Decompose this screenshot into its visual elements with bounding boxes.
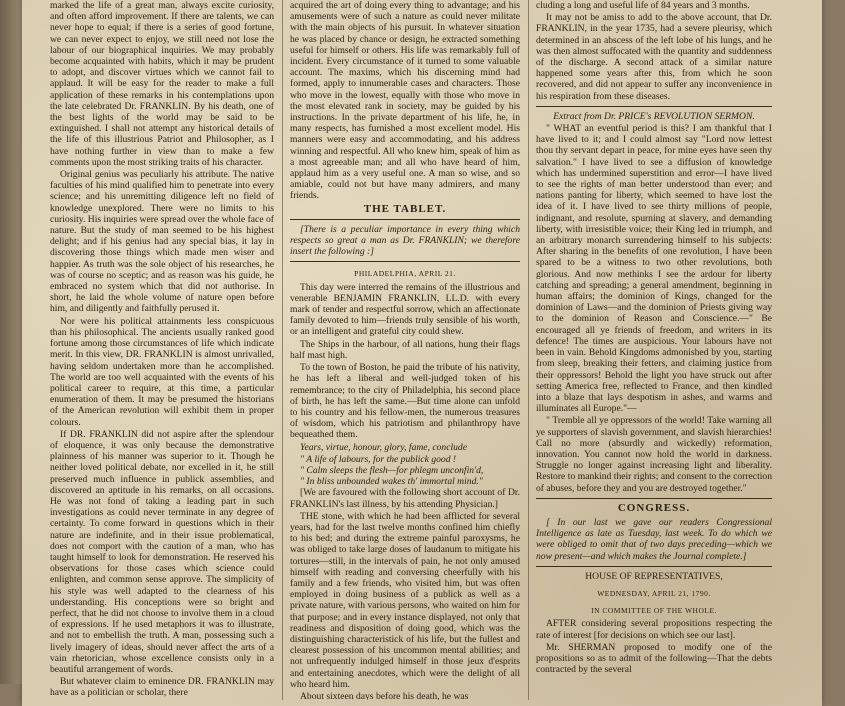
poem-line: " Calm sleeps the flesh—for phlegm unconfin'd, [300, 464, 484, 476]
column-2-paragraph: acquired the art of doing every thing to advantage; and his amusements were of such a nature as could never militate with the main objects of his pursuit. In whatever situation he was placed by chance or design, he extracted something useful for himself or others. His life was remarkably full of incident. Every circumstance of it turned to some valuable account. The maxims, which his discerning mind had formed, apply to innumerable cases and characters. Those who move in the lowest, equally with those who move in the most elevated rank in society, may be guided by his instructions. In the private department of his life, he, in many respects, has furnished a most excellent model. His manners were easy and accommodating, and his address winning and respectful. All who knew him, speak of him as a most agreeable man; and all who have heard of him, applaud him as a very useful one. A man so wise, and so amiable, could not but have many admirers, and many friends. [290, 0, 520, 202]
column-2-paragraph: The Ships in the harbour, of all nations, hung their flags half mast high. [290, 338, 520, 361]
column-1-paragraph: But whatever claim to eminence DR. FRANKLIN may have as a politician or scholar, there [50, 676, 274, 699]
column-rule [528, 0, 529, 700]
sermon-paragraph: " Tremble all ye oppressors of the world! Take warning all ye supporters of slavish government, and slavish hierarchies! Call no more (absurdly and wickedly) reformation, innovation. You cannot now hold the world in darkness. Struggle no longer against increasing light and liberality. Restore to mankind their rights; and consent to the correction of abuses, before they and you are destroyed together." [536, 415, 772, 494]
column-2-paragraph: [We are favoured with the following short account of Dr. FRANKLIN's last illness, by his attending Physician.] [290, 487, 520, 510]
house-title: HOUSE OF REPRESENTATIVES, [585, 570, 723, 582]
column-1-paragraph: Original genius was peculiarly his attribute. The native faculties of his mind qualified him to penetrate into every science; and his unremitting diligence left no field of knowledge unexplored. There were no limits to his curiosity. His inquiries were spread over the whole face of nature. But the study of man seemed to be his highest delight; and if his genius had any special bias, it lay in discovering those things which made men wiser and happier. As truth was the sole object of his researches, he was of course no sceptic; and as reason was his guide, he embraced no system which that did not authorise. In short, he laid the whole volume of nature open before him, and diligently and faithfully perused it. [50, 169, 274, 315]
poem-intro: Years, virtue, honour, glory, fame, conclude [300, 441, 467, 453]
column-3-paragraph: Mr. SHERMAN proposed to modify one of the propositions so as to admit of the following—That the debts contracted by the several [536, 641, 772, 676]
divider [290, 261, 520, 262]
heading-congress: CONGRESS. [617, 501, 691, 514]
dateline: PHILADELPHIA, APRIL 21. [354, 269, 456, 279]
poem-line: " A life of labours, for the publick good ! [300, 453, 457, 465]
divider [290, 219, 520, 220]
column-3-paragraph: It may not be amiss to add to the above account, that Dr. FRANKLIN, in the year 1735, had a severe pleurisy, which determined in an abscess of the left lobe of his lungs, and he was then almost suffocated with the quantity and suddenness of the discharge. A second attack of a similar nature happened some years after this, from which he soon recovered, and did not appear to suffer any inconvenience in his respiration from these diseases. [536, 12, 772, 102]
column-2 [290, 0, 520, 700]
committee-line: IN COMMITTEE OF THE WHOLE. [591, 606, 717, 616]
extract-title: Extract from Dr. PRICE's REVOLUTION SERMON. [553, 110, 755, 122]
column-1-paragraph: Nor were his political attainments less conspicuous than his philosophical. The ancients usually ranked good fortune among those circumstances of life which indicate merit. In this view, DR. FRANKLIN is almost unrivalled, having seldom undertaken more than he accomplished. The world are too well acquainted with the events of his political career to require, at this time, a particular enumeration of them. It may be presumed the historians of the American revolution will exhibit them in proper colours. [50, 315, 274, 428]
editor-note: [There is a peculiar importance in every thing which respects so great a man as Dr. FRANKLIN; we therefore insert the following :] [290, 223, 520, 258]
column-3-paragraph: AFTER considering several propositions respecting the rate of interest [for decisions on which see our last]. [536, 618, 772, 641]
poem-line: " In bliss unbounded wakes th' immortal mind." [300, 476, 483, 488]
column-2-paragraph: THE stone, with which he had been afflicted for several years, had for the last twelve months confined him chiefly to his bed; and during the extreme painful paroxysms, he was obliged to take large doses of laudanum to mitigate his tortures—still, in the intervals of pain, he not only amused himself with reading and conversing cheerfully with his family and a few friends, who visited him, but was often employed in doing business of a publick as well as a private nature, with various persons, who waited on him for that purpose; and in every instance displayed, not only that readiness and disposition of doing good, which was the distinguishing characteristick of his life, but the fullest and clearest possession of his uncommon mental abilities; and not unfrequently indulged himself in those jeux d'esprits and entertaining anecdotes, which were the delight of all who heard him. [290, 510, 520, 690]
column-rule [282, 0, 283, 700]
column-3 [536, 0, 772, 700]
house-date: WEDNESDAY, APRIL 21, 1790. [597, 588, 711, 598]
divider [536, 566, 772, 567]
congress-note: [ In our last we gave our readers Congressional Intelligence as late as Tuesday, last week. To do which we were obliged to omit that of two days preceding—which we now present—and which makes the Journal complete.] [536, 516, 772, 562]
newspaper-page [22, 0, 822, 706]
column-1-paragraph: If DR. FRANKLIN did not aspire after the splendour of eloquence, it was only because the demonstrative plainness of his manner was superior to it. Though he neither loved political debate, nor excelled in it, he still preserved much influence in publick assemblies, and discovered an aptitude in his remarks, on all occasions. He was not fond of taking a leading part in such investigations as could never terminate in any degree of certainty. To come forward in questions which in their nature are indefinite, and in their issue problematical, does not comport with the caution of a man, who has taught himself to look for demonstration. He reserved his observations for those cases which science could enlighten, and common sense approve. The simplicity of his style was well adapted to the clearness of his understanding. His conceptions were so bright and perfect, that he did not choose to involve them in a cloud of expressions. If he used metaphors it was to illustrate, and not to embellish the truth. A man, possessing such a lively imagery of ideas, should never affect the arts of a vain rhetorician, whose excellence consists only in a beautiful arrangement of words. [50, 428, 274, 675]
column-1-paragraph: marked the life of a great man, always excite curiosity, and often afford improvement. If there are talents, we can never hope to equal; if there is a series of good fortune, we can never expect to enjoy, we still need not lose the labour of our biographical inquiries. We may probably become acquainted with habits, which it may be prudent to adopt, and discover virtues which we cannot fail to applaud. It will be easy for the reader to make a full application of these remarks in his contemplations upon the late celebrated Dr. FRANKLIN. By his death, one of the best lights of the world may be said to be extinguished. I shall not attempt any historical details of the life of this illustrious Patriot and Philosopher, as I have nothing further in view than to make a few comments upon the most striking traits of his character. [50, 0, 274, 168]
column-3-paragraph: cluding a long and useful life of 84 years and 3 months. [536, 0, 750, 11]
column-2-paragraph: To the town of Boston, he paid the tribute of his nativity, he has left a liberal and well-judged token of his remembrance; to the city of Philadelphia, his second place of birth, he has left the same.—But time alone can unfold to his country and his fellow-men, the numerous treasures of wisdom, which his patriotism and philanthropy have bequeathed them. [290, 362, 520, 441]
divider [536, 498, 772, 499]
column-2-paragraph: This day were interred the remains of the illustrious and venerable BENJAMIN FRANKLIN, LL.D. with every mark of tender and respectful sorrow, which an affectionate family devoted to him—friends truly sensible of his worth, or an intelligent and grateful city could shew. [290, 281, 520, 338]
divider [536, 106, 772, 107]
column-2-paragraph: About sixteen days before his death, he was [300, 690, 469, 700]
heading-tablet: THE TABLET. [363, 202, 447, 215]
page-edge-shadow [0, 0, 22, 684]
sermon-paragraph: " WHAT an eventful period is this? I am thankful that I have lived to it; and I could almost say "Lord now lettest thou thy servant depart in peace, for mine eyes have seen thy salvation." I have lived to see a diffusion of knowledge which has undermined superstition and error—I have lived to see the rights of man better understood than ever; and nations panting for liberty, which seemed to have lost the idea of it. I have lived to see thirty millions of people, indignant, and resolute, spurning at slavery, and demanding liberty, with irresistible voice; their King led in triumph, and an arbitrary monarch surrendering himself to his subjects: After sharing in the benefits of one revolution, I have been spared to be a witness to two other revolutions, both glorious. And now methinks I see the ardour for liberty catching and spreading; a general amendment, beginning in human affairs; the dominion of Kings, changed for the dominion of Laws—and the dominion of Priests giving way to the dominion of Reason and Conscience.—" Be encouraged all ye friends of freedom, and writers in its defence! The times are auspicious. Your labours have not been in vain. Behold Kingdoms admonished by you, starting from sleep, breaking their fetters, and claiming justice from their oppressors! Behold the light you have struck out after setting America free, reflected to France, and then kindled into a blaze that lays despotism in ashes, and warms and illuminates all Europe."— [536, 123, 772, 415]
column-1 [50, 0, 274, 700]
